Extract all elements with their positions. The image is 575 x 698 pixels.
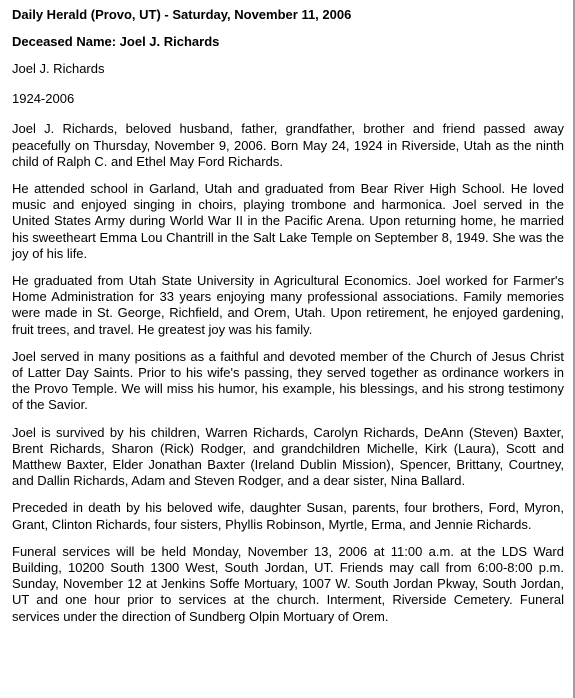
obituary-paragraph-intro: Joel J. Richards, beloved husband, father, grandfather, brother and friend passed away peacefully on Thursday, November 9, 2006. Born May 24, 1924 in Riverside, Utah as the ninth child of Ralph C. and Ethel May Ford Richards. bbox=[12, 121, 564, 169]
obituary-paragraph-services: Funeral services will be held Monday, November 13, 2006 at 11:00 a.m. at the LDS Ward Building, 10200 South 1300 West, South Jordan, UT. Friends may call from 6:00-8:00 p.m. Sunday, November 12 at Jenkins Soffe Mortuary, 1007 W. South Jordan Pkway, South Jordan, UT and one hour prior to services at the church. Interment, Riverside Cemetery. Funeral services under the direction of Sundberg Olpin Mortuary of Orem. bbox=[12, 543, 564, 624]
life-years: 1924-2006 bbox=[12, 91, 75, 107]
obituary-paragraph-early-life: He attended school in Garland, Utah and graduated from Bear River High School. He loved music and enjoyed singing in choirs, playing trombone and harmonica. Joel served in the United States Army during World War II in the Pacific Arena. Upon returning home, he married his sweetheart Emma Lou Chantrill in the Salt Lake Temple on September 8, 1949. She was the joy of his life. bbox=[12, 181, 564, 261]
obituary-paragraph-survivors: Joel is survived by his children, Warren Richards, Carolyn Richards, DeAnn (Steven) Baxter, Brent Richards, Sharon (Rick) Rodger, and grandchildren Michelle, Kirk (Laura), Scott and Matthew Baxter, Elder Jonathan Baxter (Ireland Dublin Mission), Spencer, Brittany, Courtney, and Dallin Richards, Adam and Steven Rodger, and a dear sister, Nina Ballard. bbox=[12, 424, 564, 489]
deceased-name-header: Deceased Name: Joel J. Richards bbox=[12, 34, 220, 49]
publication-header: Daily Herald (Provo, UT) - Saturday, November 11, 2006 bbox=[12, 7, 352, 22]
obituary-paragraph-preceded: Preceded in death by his beloved wife, daughter Susan, parents, four brothers, Ford, Myron, Grant, Clinton Richards, four sisters, Phyllis Robinson, Myrtle, Erma, and Jennie Richards. bbox=[12, 500, 564, 532]
obituary-paragraph-church: Joel served in many positions as a faithful and devoted member of the Church of Jesus Christ of Latter Day Saints. Prior to his wife's passing, they served together as ordinance workers in the Provo Temple. We will miss his humor, his example, his blessings, and his strong testimony of the Savior. bbox=[12, 348, 564, 413]
obituary-paragraph-career: He graduated from Utah State University in Agricultural Economics. Joel worked for Farmer's Home Administration for 33 years enjoying many professional associations. Family memories were made in St. George, Richfield, and Orem, Utah. Upon retirement, he enjoyed gardening, fruit trees, and travel. He greatest joy was his family. bbox=[12, 273, 564, 337]
deceased-name: Joel J. Richards bbox=[12, 61, 105, 76]
